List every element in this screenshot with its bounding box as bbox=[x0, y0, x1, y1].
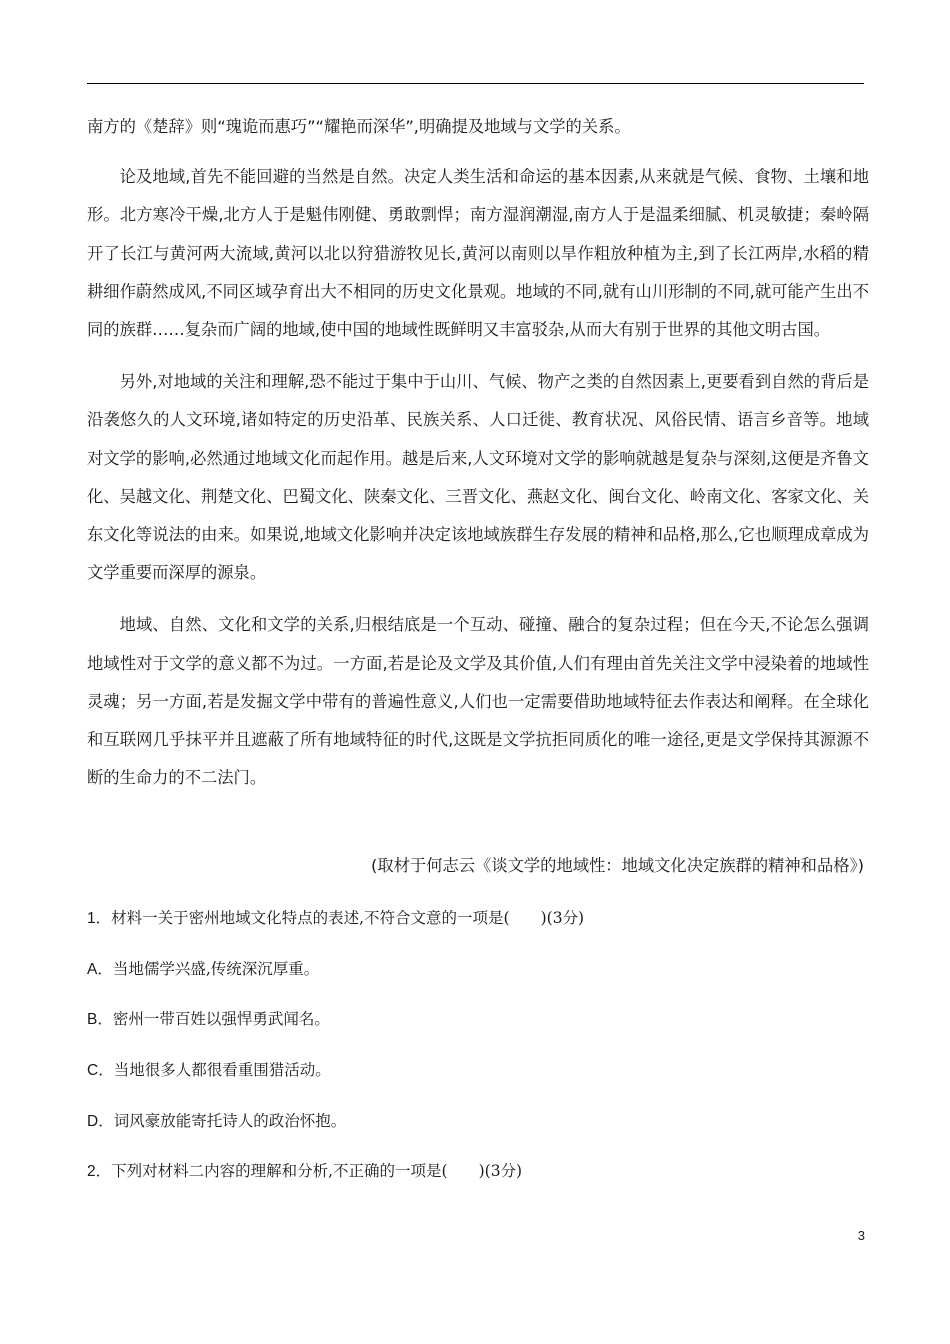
question-section bbox=[87, 901, 864, 1205]
page-number: 3 bbox=[857, 1228, 865, 1243]
article-paragraph: 地域、自然、文化和文学的关系,归根结底是一个互动、碰撞、融合的复杂过程；但在今天,不论怎么强调地域性对于文学的意义都不为过。一方面,若是论及文学及其价值,人们有理由首先关注文学中浸染着的地域性灵魂；另一方面,若是发掘文学中带有的普遍性意义,人们也一定需要借助地域特征去作表达和阐释。在全球化和互联网几乎抹平并且遮蔽了所有地域特征的时代,这既是文学抗拒同质化的唯一途径,更是文学保持其源源不断的生命力的不二法门。 bbox=[87, 615, 869, 788]
question-text: 材料一关于密州地域文化特点的表述,不符合文意的一项是( )(3分) bbox=[111, 909, 585, 927]
question-number: 2． bbox=[87, 1163, 112, 1181]
option-letter: B． bbox=[87, 1011, 113, 1029]
option-d bbox=[87, 1104, 864, 1155]
option-text: 词风豪放能寄托诗人的政治怀抱。 bbox=[113, 1111, 347, 1130]
article-paragraph: 论及地域,首先不能回避的当然是自然。决定人类生活和命运的基本因素,从来就是气候、食物、土壤和地形。北方寒冷干燥,北方人于是魁伟刚健、勇敢剽悍；南方湿润潮湿,南方人于是温柔细腻、机灵敏捷；秦岭隔开了长江与黄河两大流域,黄河以北以狩猎游牧见长,黄河以南则以旱作粗放种植为主,到了长江两岸,水稻的精耕细作蔚然成风,不同区域孕育出大不相同的历史文化景观。地域的不同,就有山川形制的不同,就可能产生出不同的族群……复杂而广阔的地域,使中国的地域性既鲜明又丰富驳杂,从而大有别于世界的其他文明古国。 bbox=[87, 167, 869, 340]
option-letter: C． bbox=[87, 1062, 114, 1080]
option-c bbox=[87, 1053, 864, 1104]
question-2 bbox=[87, 1154, 864, 1205]
question-text: 下列对材料二内容的理解和分析,不正确的一项是( )(3分) bbox=[111, 1162, 523, 1181]
option-b bbox=[87, 1002, 864, 1053]
article-paragraph: 南方的《楚辞》则“瑰诡而惠巧”“耀艳而深华”,明确提及地域与文学的关系。 bbox=[87, 117, 631, 136]
option-text: 当地很多人都很看重围猎活动。 bbox=[113, 1061, 331, 1080]
option-letter: A． bbox=[87, 960, 113, 978]
article-paragraph: 另外,对地域的关注和理解,恐不能过于集中于山川、气候、物产之类的自然因素上,更要看到自然的背后是沿袭悠久的人文环境,诸如特定的历史沿革、民族关系、人口迁徙、教育状况、风俗民情、语言乡音等。地域对文学的影响,必然通过地域文化而起作用。越是后来,人文环境对文学的影响就越是复杂与深刻,这便是齐鲁文化、吴越文化、荆楚文化、巴蜀文化、陕秦文化、三晋文化、燕赵文化、闽台文化、岭南文化、客家文化、关东文化等说法的由来。如果说,地域文化影响并决定该地域族群生存发展的精神和品格,那么,它也顺理成章成为文学重要而深厚的源泉。 bbox=[87, 372, 869, 583]
question-1 bbox=[87, 901, 864, 952]
option-letter: D． bbox=[87, 1112, 114, 1130]
source-citation: (取材于何志云《谈文学的地域性：地域文化决定族群的精神和品格》) bbox=[371, 856, 864, 875]
header-rule bbox=[87, 83, 864, 84]
option-text: 密州一带百姓以强悍勇武闻名。 bbox=[112, 1010, 330, 1029]
question-number: 1． bbox=[87, 910, 112, 927]
article-body bbox=[87, 108, 869, 811]
option-text: 当地儒学兴盛,传统深沉厚重。 bbox=[112, 959, 320, 978]
option-a bbox=[87, 952, 864, 1003]
